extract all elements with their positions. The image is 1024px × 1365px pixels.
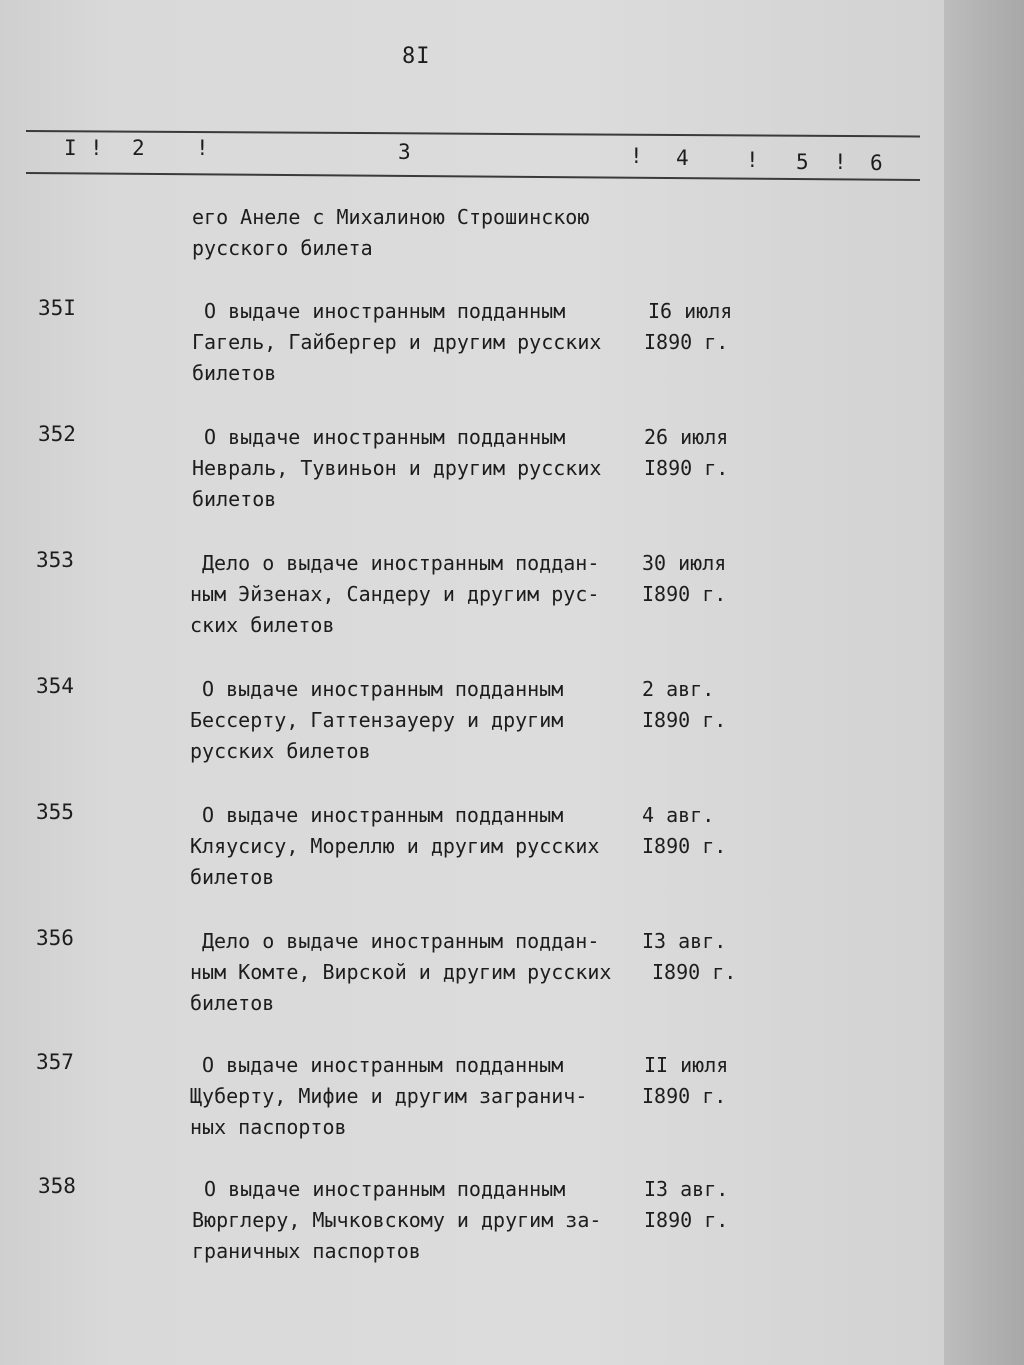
text-line: Невраль, Тувиньон и другим русских [192, 456, 602, 480]
entry-description [190, 800, 650, 893]
text-line: билетов [190, 991, 275, 1015]
entry-date [642, 548, 782, 610]
page-number: 8I [402, 44, 431, 69]
column-header-2: 2 [132, 136, 145, 160]
date-line: II июля [644, 1053, 729, 1077]
entry-date [642, 674, 782, 736]
column-header-1: I [64, 136, 77, 160]
date-line: I890 г. [642, 708, 727, 732]
column-header-3: 3 [398, 140, 411, 164]
text-line: О выдаче иностранным подданным [204, 425, 566, 449]
text-line: ных паспортов [190, 1115, 347, 1139]
date-line: I890 г. [644, 456, 729, 480]
entry-description [192, 422, 652, 515]
entry-number: 353 [36, 548, 74, 572]
date-line: I890 г. [642, 582, 727, 606]
text-line: ным Эйзенах, Сандеру и другим рус- [190, 582, 600, 606]
date-line: 26 июля [644, 425, 729, 449]
entry-number: 357 [36, 1050, 74, 1074]
entry-description [192, 1174, 652, 1267]
column-header-5: 5 [796, 150, 809, 174]
date-line: 30 июля [642, 551, 727, 575]
column-separator: ! [746, 148, 759, 172]
text-line: О выдаче иностранным подданным [202, 1053, 564, 1077]
column-header-6: 6 [870, 151, 883, 175]
continued-entry-text [192, 202, 589, 264]
column-separator: ! [196, 136, 209, 160]
text-line: О выдаче иностранным подданным [202, 677, 564, 701]
date-line: I890 г. [642, 834, 727, 858]
text-line: русских билетов [190, 739, 371, 763]
text-line: Щуберту, Мифие и другим загранич- [190, 1084, 588, 1108]
entry-date [642, 800, 782, 862]
column-separator: ! [90, 136, 103, 160]
entry-date [644, 296, 784, 358]
entry-date [642, 926, 782, 988]
text-line: билетов [190, 865, 275, 889]
text-line: русского билета [192, 236, 373, 260]
date-line: I890 г. [642, 1084, 727, 1108]
entry-description [190, 548, 650, 641]
entry-description [190, 926, 650, 1019]
entry-date [644, 422, 784, 484]
date-line: I6 июля [648, 299, 733, 323]
text-line: О выдаче иностранным подданным [204, 1177, 566, 1201]
text-line: Дело о выдаче иностранным поддан- [202, 929, 600, 953]
text-line: его Анеле с Михалиною Строшинскою [192, 205, 590, 229]
column-header-4: 4 [676, 146, 689, 170]
entry-description [190, 1050, 650, 1143]
date-line: 2 авг. [642, 677, 715, 701]
text-line: билетов [192, 487, 277, 511]
entry-number: 35I [38, 296, 76, 320]
column-separator: ! [834, 150, 847, 174]
text-line: Кляусису, Мореллю и другим русских [190, 834, 600, 858]
text-line: ских билетов [190, 613, 335, 637]
date-line: I890 г. [644, 330, 729, 354]
text-line: билетов [192, 361, 277, 385]
date-line: I890 г. [644, 1208, 729, 1232]
entry-description [192, 296, 652, 389]
date-line: 4 авг. [642, 803, 715, 827]
entry-description [190, 674, 650, 767]
page-edge [944, 0, 1024, 1365]
entry-number: 354 [36, 674, 74, 698]
text-line: О выдаче иностранным подданным [204, 299, 566, 323]
text-line: Вюрглеру, Мычковскому и другим за- [192, 1208, 602, 1232]
entry-number: 355 [36, 800, 74, 824]
entry-number: 352 [38, 422, 76, 446]
text-line: Гагель, Гайбергер и другим русских [192, 330, 602, 354]
entry-date [644, 1174, 784, 1236]
entry-date [642, 1050, 782, 1112]
text-line: граничных паспортов [192, 1239, 421, 1263]
text-line: О выдаче иностранным подданным [202, 803, 564, 827]
text-line: Бессерту, Гаттензауеру и другим [190, 708, 564, 732]
date-line: I3 авг. [642, 929, 727, 953]
entry-number: 356 [36, 926, 74, 950]
column-separator: ! [630, 144, 643, 168]
text-line: ным Комте, Вирской и другим русских [190, 960, 612, 984]
text-line: Дело о выдаче иностранным поддан- [202, 551, 600, 575]
date-line: I890 г. [652, 960, 737, 984]
date-line: I3 авг. [644, 1177, 729, 1201]
entry-number: 358 [38, 1174, 76, 1198]
